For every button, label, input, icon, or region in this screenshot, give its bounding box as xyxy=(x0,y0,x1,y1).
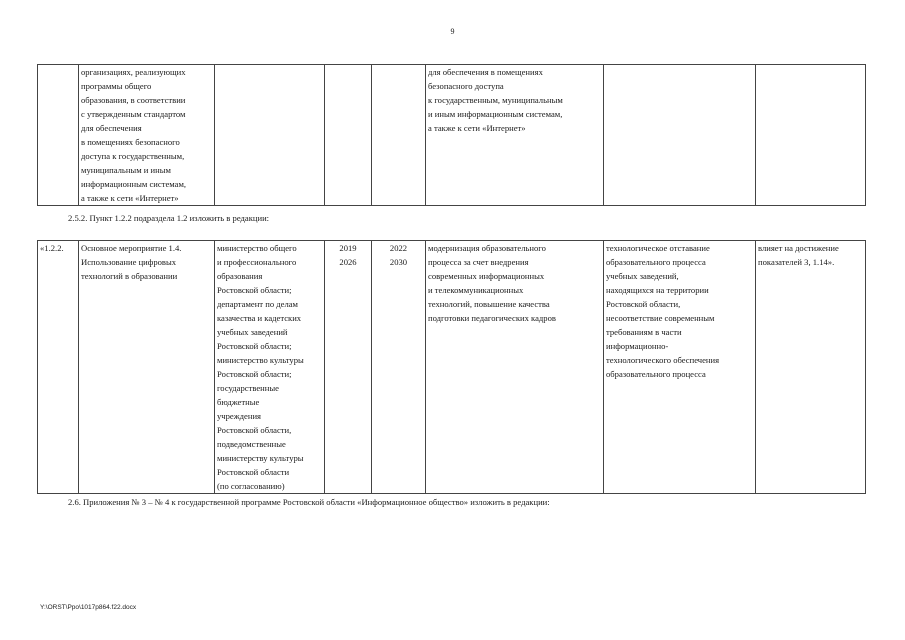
cell-text-line: и иным информационным системам, xyxy=(428,109,563,119)
cell-end-year xyxy=(372,241,426,494)
cell-text-line: несоответствие современным xyxy=(606,313,715,323)
cell-number: «1.2.2. xyxy=(38,241,79,494)
cell-text-line: доступа к государственным, xyxy=(81,151,185,161)
cell-text-line: с утвержденным стандартом xyxy=(81,109,186,119)
cell-text-line: образовательного процесса xyxy=(606,369,706,379)
cell-text-line: бюджетные xyxy=(217,397,260,407)
footer-file-path: Y:\ORST\Ppo\1017p864.f22.docx xyxy=(40,604,137,611)
cell-text-line: 2026 xyxy=(339,257,357,267)
cell-text-line: Основное мероприятие 1.4. xyxy=(81,243,182,253)
cell-text-line: образовательного процесса xyxy=(606,257,706,267)
table-row xyxy=(38,65,866,206)
cell-text-line: учебных заведений xyxy=(217,327,288,337)
cell-start xyxy=(325,65,372,206)
cell-text-line: департамент по делам xyxy=(217,299,298,309)
cell-event xyxy=(79,241,215,494)
cell-number xyxy=(38,65,79,206)
cell-text-line: Ростовской области; xyxy=(217,285,292,295)
cell-text-line: подведомственные xyxy=(217,439,286,449)
continuation-table xyxy=(37,64,866,206)
cell-text-line: в помещениях безопасного xyxy=(81,137,180,147)
cell-end xyxy=(372,65,426,206)
cell-text-line: информационным системам, xyxy=(81,179,187,189)
cell-text-line: к государственным, муниципальным xyxy=(428,95,563,105)
cell-text-line: процесса за счет внедрения xyxy=(428,257,529,267)
cell-text-line: показателей 3, 1.14». xyxy=(758,257,835,267)
cell-text-line: учебных заведений, xyxy=(606,271,679,281)
cell-text-line: технологическое отставание xyxy=(606,243,710,253)
cell-text-line: казачества и кадетских xyxy=(217,313,302,323)
cell-text-line: учреждения xyxy=(217,411,262,421)
cell-consequences xyxy=(604,65,756,206)
cell-event xyxy=(79,65,215,206)
cell-text-line: программы общего xyxy=(81,81,152,91)
cell-text-line: министерство культуры xyxy=(217,355,304,365)
paragraph-2-5-2: 2.5.2. Пункт 1.2.2 подраздела 1.2 изложить в редакции: xyxy=(68,213,270,223)
cell-text-line: для обеспечения xyxy=(81,123,142,133)
cell-executors xyxy=(215,241,325,494)
cell-link xyxy=(756,241,866,494)
cell-link xyxy=(756,65,866,206)
cell-start-year xyxy=(325,241,372,494)
cell-text-line: 2019 xyxy=(339,243,357,253)
cell-text-line: и профессионального xyxy=(217,257,297,267)
cell-result xyxy=(426,241,604,494)
cell-text-line: технологий в образовании xyxy=(81,271,178,281)
cell-text-line: Ростовской области; xyxy=(217,369,292,379)
cell-text-line: (по согласованию) xyxy=(217,481,285,491)
cell-consequences xyxy=(604,241,756,494)
cell-text-line: современных информационных xyxy=(428,271,545,281)
cell-text-line: для обеспечения в помещениях xyxy=(428,67,543,77)
cell-text-line: а также к сети «Интернет» xyxy=(81,193,179,203)
cell-text-line: образования, в соответствии xyxy=(81,95,186,105)
cell-text-line: информационно- xyxy=(606,341,669,351)
table-row xyxy=(38,241,866,494)
cell-text-line: влияет на достижение xyxy=(758,243,839,253)
cell-text-line: Ростовской области; xyxy=(217,341,292,351)
cell-text-line: технологического обеспечения xyxy=(606,355,720,365)
cell-executors xyxy=(215,65,325,206)
cell-result xyxy=(426,65,604,206)
cell-text-line: Ростовской области, xyxy=(606,299,681,309)
cell-text-line: организациях, реализующих xyxy=(81,67,186,77)
page-number: 9 xyxy=(450,27,455,36)
cell-text-line: муниципальным и иным xyxy=(81,165,171,175)
cell-text-line: находящихся на территории xyxy=(606,285,709,295)
cell-text-line: 2030 xyxy=(389,257,408,267)
cell-text-line: технологий, повышение качества xyxy=(428,299,550,309)
cell-text-line: министерство общего xyxy=(217,243,297,253)
cell-text-line: требованиям в части xyxy=(606,327,682,337)
cell-text-line: подготовки педагогических кадров xyxy=(428,313,556,323)
cell-text-line: Использование цифровых xyxy=(81,257,177,267)
cell-text-line: образования xyxy=(217,271,263,281)
cell-text-line: министерству культуры xyxy=(217,453,304,463)
paragraph-2-6: 2.6. Приложения № 3 – № 4 к государственной программе Ростовской области «Информационное общество» изложить в редакции: xyxy=(68,497,550,507)
cell-text-line: Ростовской области, xyxy=(217,425,292,435)
cell-text-line: Ростовской области xyxy=(217,467,290,477)
cell-text-line: а также к сети «Интернет» xyxy=(428,123,526,133)
cell-text-line: государственные xyxy=(217,383,279,393)
cell-text-line: и телекоммуникационных xyxy=(428,285,524,295)
cell-text-line: модернизация образовательного xyxy=(428,243,546,253)
cell-text-line: безопасного доступа xyxy=(428,81,504,91)
cell-text-line: 2022 xyxy=(389,243,408,253)
event-table xyxy=(37,240,866,494)
